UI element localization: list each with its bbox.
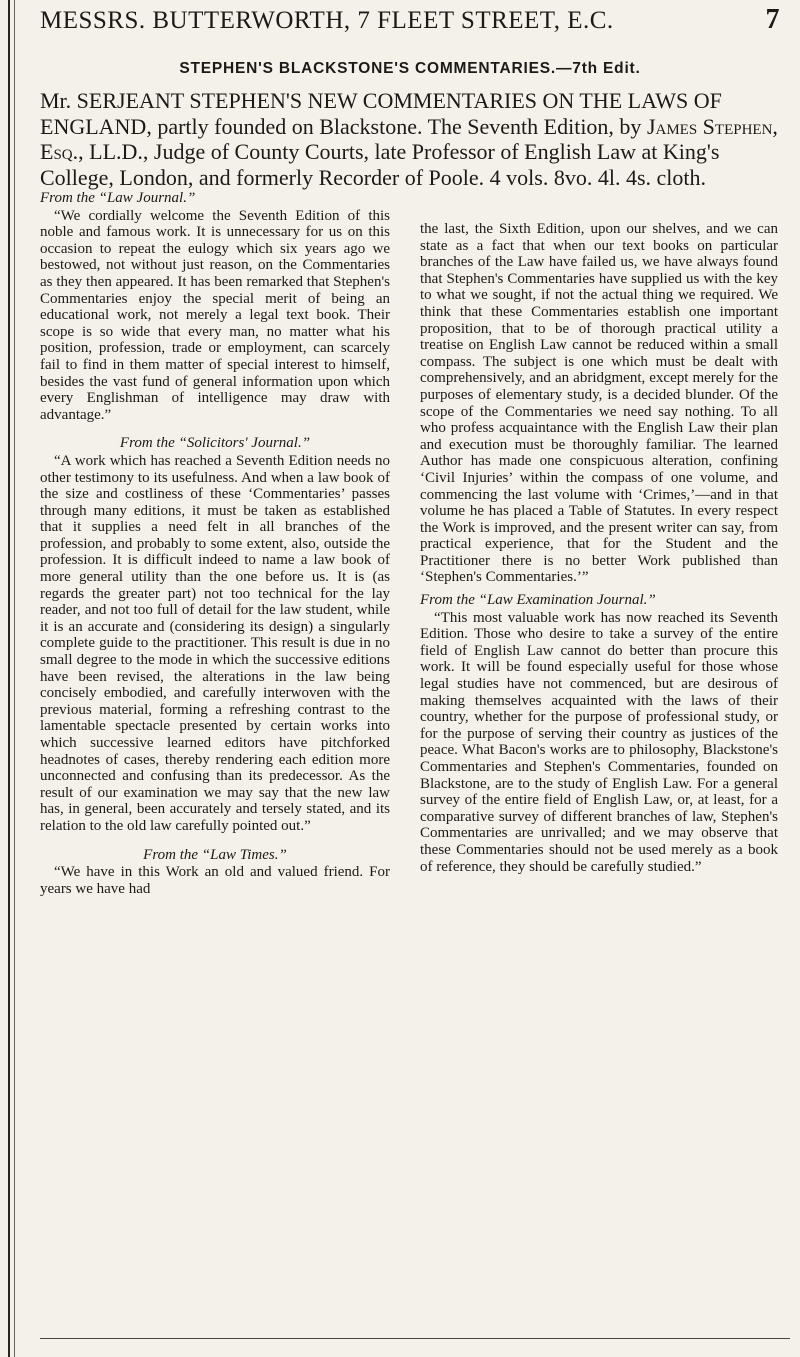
page-number: 7 bbox=[765, 4, 780, 35]
review-source-solicitors-journal: From the “Solicitors' Journal.” bbox=[119, 435, 311, 452]
left-column bbox=[40, 190, 390, 897]
left-margin-rule-inner bbox=[14, 0, 15, 1357]
review-text-law-times-start: “We have in this Work an old and valued friend. For years we have had bbox=[40, 864, 390, 897]
review-source-law-examination-journal: From the “Law Examination Journal.” bbox=[420, 592, 656, 609]
running-head bbox=[40, 4, 780, 34]
book-details-text: , LL.D., Judge of County Courts, late Professor of English Law at King's College, London, and formerly Recorder of Poole. 4 vols. 8vo. 4l. 4s. cloth. bbox=[40, 139, 720, 190]
review-text-law-journal: “We cordially welcome the Seventh Edition of this noble and famous work. It is unnecessary for us on this occasion to repeat the eulogy which six years ago we bestowed, not without just reason, on the Commentaries as they then appeared. It has been remarked that Stephen's Commentaries enjoy the special merit of being an educational work, not merely a legal text book. Their scope is so wide that every man, no matter what his position, profession, trade or employment, can scarcely fail to find in them matter of special interest to himself, besides the vast fund of general information upon which every Englishman of intelligence may draw with advantage.” bbox=[40, 207, 390, 423]
bottom-rule bbox=[40, 1338, 790, 1339]
left-margin-rule bbox=[8, 0, 10, 1357]
review-text-law-times-continued: the last, the Sixth Edition, upon our shelves, and we can state as a fact that when our text books on particular branches of the Law have failed us, we have always found that Stephen's Commentaries have supplied us with the key to what we sought, if not the actual thing we required. We think that these Commentaries establish one important proposition, that to be of thorough practical utility a treatise on English Law cannot be reduced within a small compass. The subject is one which must be dealt with comprehensively, and an abridgment, except merely for the purposes of elementary study, is a decided blunder. Of the scope of the Commentaries we need say nothing. To all who profess acquaintance with the English Law their plan and execution must be thoroughly familiar. The learned Author has made one conspicuous alteration, confining ‘Civil Injuries’ within the compass of one volume, and commencing the last volume with ‘Crimes,’—and in that volume he has placed a Table of Statutes. In every respect the Work is improved, and the present writer can say, from practical experience, that for the Student and the Practitioner there is no better Work published than ‘Stephen's Commentaries.’” bbox=[420, 221, 778, 586]
section-heading: STEPHEN'S BLACKSTONE'S COMMENTARIES.—7th Edit. bbox=[179, 60, 641, 77]
review-source-law-times: From the “Law Times.” bbox=[143, 846, 287, 863]
book-description bbox=[40, 88, 780, 190]
review-text-solicitors-journal: “A work which has reached a Seventh Edition needs no other testimony to its usefulness. And when a law book of the size and costliness of these ‘Commentaries’ passes through many editions, it must be taken as established that it supplies a need felt in all branches of the profession, and probably to some extent, also, outside the profession. It is difficult indeed to name a law book of more general utility than the one before us. It is (as regards the greater part) not too technical for the lay reader, and not too full of detail for the law student, while it is an accurate and (considering its design) a singularly complete guide to the practitioner. This result is due in no small degree to the mode in which the successive editions have been revised, the alterations in the law being concisely embodied, and carefully interwoven with the previous material, forming a refreshing contrast to the lamentable spectacle presented by certain works into which successive learned editors have pitchforked headnotes of cases, thereby rendering each edition more unconnected and confusing than its predecessor. As the result of our examination we may say that the new law has, in general, been accurately and tersely stated, and its relation to the old law carefully pointed out.” bbox=[40, 452, 390, 834]
editor-name: James Stephen, Esq. bbox=[40, 113, 778, 164]
book-title-text: Mr. SERJEANT STEPHEN'S NEW COMMENTARIES ON THE LAWS OF ENGLAND, partly founded on Blackstone. The Seventh Edition, by bbox=[40, 88, 722, 139]
review-text-law-examination-journal: “This most valuable work has now reached its Seventh Edition. Those who desire to take a survey of the entire field of English Law cannot do better than procure this work. It will be found especially useful for those whose legal studies have not commenced, but are desirous of making themselves acquainted with the laws of their country, whether for the purpose of professional study, or for the purpose of serving their country as justices of the peace. What Bacon's works are to philosophy, Blackstone's Commentaries and Stephen's Commentaries, founded on Blackstone, are to the study of English Law. For a general survey of the entire field of English Law, or, at least, for a comparative survey of different branches of law, Stephen's Commentaries are unrivalled; and we may observe that these Commentaries should not be used merely as a book of reference, they should be carefully studied.” bbox=[420, 609, 778, 875]
right-column bbox=[420, 221, 778, 875]
publisher-line: MESSRS. BUTTERWORTH, 7 FLEET STREET, E.C. bbox=[40, 7, 614, 34]
review-source-law-journal: From the “Law Journal.” bbox=[40, 190, 196, 206]
